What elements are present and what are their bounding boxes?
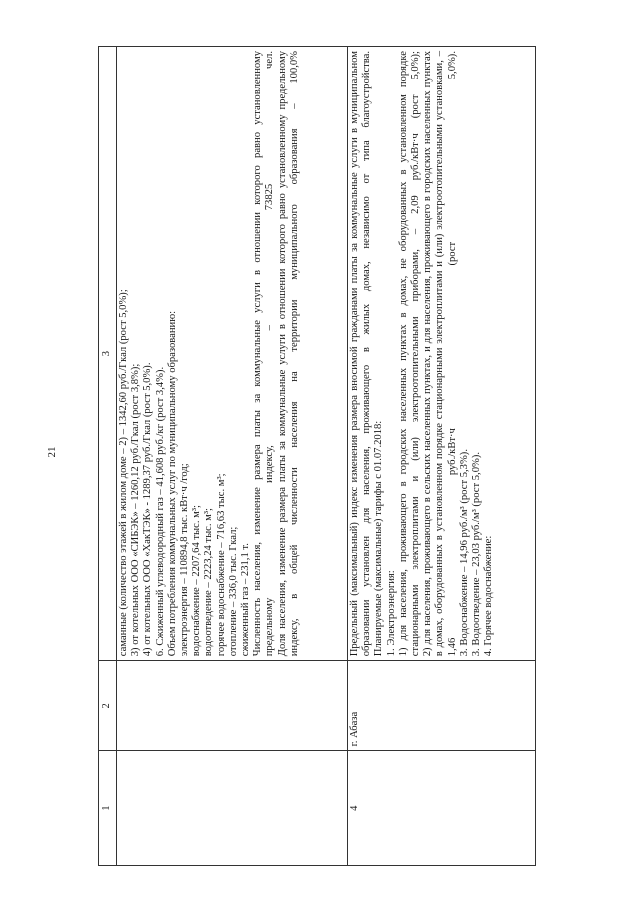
text-line: саманные (количество этажей в жилом доме – 2) – 1342,60 руб./Гкал (рост 5,0%); <box>118 289 129 657</box>
text-line: 3. Водоотведение – 23,03 руб./м³ (рост 5,0%). <box>471 451 483 657</box>
text-line: водоотведение – 2223,24 тыс. м³; <box>203 507 215 657</box>
tariff-table <box>98 46 536 866</box>
text-line: 3. Водоснабжение – 14,96 руб./м³ (рост 5,3%). <box>458 449 470 657</box>
rotated-page-content <box>98 46 536 866</box>
row-place: г. Абаза <box>348 661 536 751</box>
header-col-2: 2 <box>99 661 117 751</box>
text-line: электроэнергия – 110894,8 тыс. кВт·ч /год; <box>179 463 191 657</box>
text-paragraph: 2) для населения, проживающего в сельских населенных пунктах, и для населения, проживающего в городских населенных пунктах в домах, оборудованных в установленном порядке стационарными электроплитами и (или) электроотопительными установками, – 1,46 руб./кВт·ч (рост 5,0%). <box>422 51 458 657</box>
header-col-3: 3 <box>99 47 117 661</box>
row-place <box>117 661 348 751</box>
text-line: сжиженный газ – 231,1 т. <box>240 543 252 657</box>
text-line: водоснабжение – 2207,64 тыс. м³; <box>191 505 203 657</box>
text-line: 1. Электроэнергия: <box>385 570 397 657</box>
text-paragraph: Предельный (максимальный) индекс изменения размера вносимой гражданами платы за коммунальные услуги в муниципальном образовании установлен для населения, проживающего в жилых домах, независимо от типа благоустройства. <box>349 51 373 657</box>
text-line: горячее водоснабжение – 716,63 тыс. м³; <box>215 473 227 657</box>
row-number: 4 <box>348 751 536 866</box>
header-col-1: 1 <box>99 751 117 866</box>
table-row <box>348 47 536 866</box>
text-line: 4. Горячее водоснабжение: <box>483 535 495 657</box>
row-number <box>117 751 348 866</box>
table-header-row <box>99 47 117 866</box>
row-content <box>117 47 348 661</box>
text-paragraph: 1) для населения, проживающего в городских населенных пунктах в домах, не оборудованных в установленном порядке стационарными электроплитами и (или) электроотопительными приборами, – 2,09 руб./кВт·ч (рост 5,0%); <box>397 51 422 657</box>
text-line: 4) от котельных ООО «ХакТЭК» - 1289,37 руб./Гкал (рост 5,0%). <box>142 362 154 657</box>
text-paragraph: Доля населения, изменение размера платы за коммунальные услуги в отношении которого равно установленному предельному индексу, в общей численности населения на территории муниципального образования – 100,0% <box>276 51 300 657</box>
text-line: 3) от котельных ООО «СИБЭК» – 1260,12 руб./Гкал (рост 3,8%); <box>130 363 142 657</box>
text-paragraph: Численность населения, изменение размера платы за коммунальные услуги в отношении которого равно установленному предельному индексу, – 73825 чел. <box>252 51 276 657</box>
row-content <box>348 47 536 661</box>
text-line: Объем потребления коммунальных услуг по муниципальному образованию: <box>166 310 178 657</box>
text-line: 6. Сжиженный углеводородный газ – 41,608 руб./кг (рост 3,4%). <box>154 366 166 657</box>
table-row <box>117 47 348 866</box>
text-line: отопление – 336,0 тыс. Гкал; <box>227 526 239 657</box>
page-number: 21 <box>46 446 58 458</box>
text-line: Планируемые (максимальные) тарифы с 01.07.2018: <box>373 420 385 657</box>
